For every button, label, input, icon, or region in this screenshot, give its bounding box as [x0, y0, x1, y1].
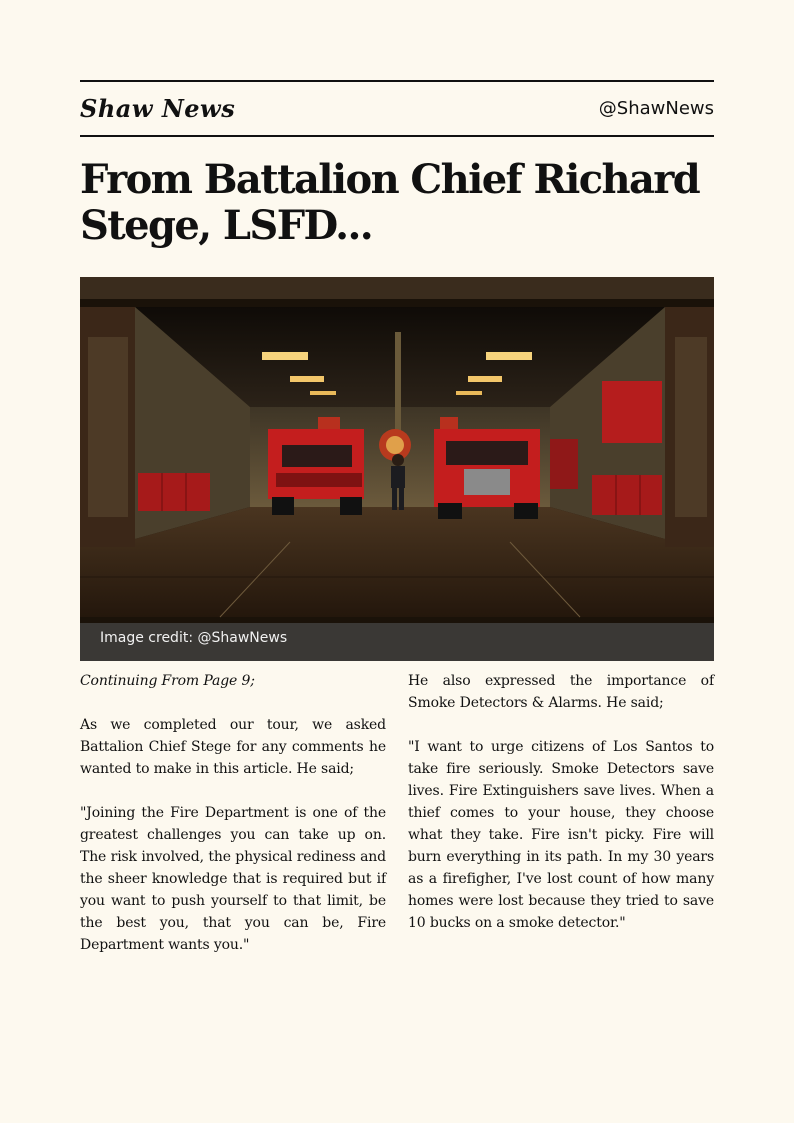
- top-rule: [80, 80, 714, 82]
- article-quote: "Joining the Fire Department is one of the greatest challenges you can take up on. The risk involved, the physical rediness and the sheer knowledge that is required but if you want to push yourself to that limit, be the best you, that you can be, Fire Department wants you.": [80, 805, 386, 953]
- bottom-rule: [80, 135, 714, 137]
- article-paragraph: As we completed our tour, we asked Battalion Chief Stege for any comments he wanted to make in this article. He said;: [80, 717, 386, 777]
- article-paragraph: He also expressed the importance of Smoke Detectors & Alarms. He said;: [408, 673, 714, 711]
- masthead: [80, 90, 714, 126]
- fire-station-illustration: [80, 277, 714, 661]
- masthead-handle: @ShawNews: [598, 97, 714, 119]
- article-left-column: [80, 670, 386, 978]
- image-credit: Image credit: @ShawNews: [100, 630, 288, 646]
- masthead-logo: Shaw News: [80, 93, 236, 123]
- article-right-column: [408, 670, 714, 956]
- article-quote: "I want to urge citizens of Los Santos to take fire seriously. Smoke Detectors save lives. Fire Extinguishers save lives. When a thief comes to your house, they choose what they take. Fire isn't picky. Fire will burn everything in its path. In my 30 years as a firefigher, I've lost count of how many homes were lost because they tried to save 10 bucks on a smoke detector.": [408, 739, 714, 931]
- fire-station-photo: [80, 277, 714, 661]
- article-headline: From Battalion Chief Richard Stege, LSFD...: [80, 156, 700, 249]
- continuation-note: Continuing From Page 9;: [80, 673, 255, 689]
